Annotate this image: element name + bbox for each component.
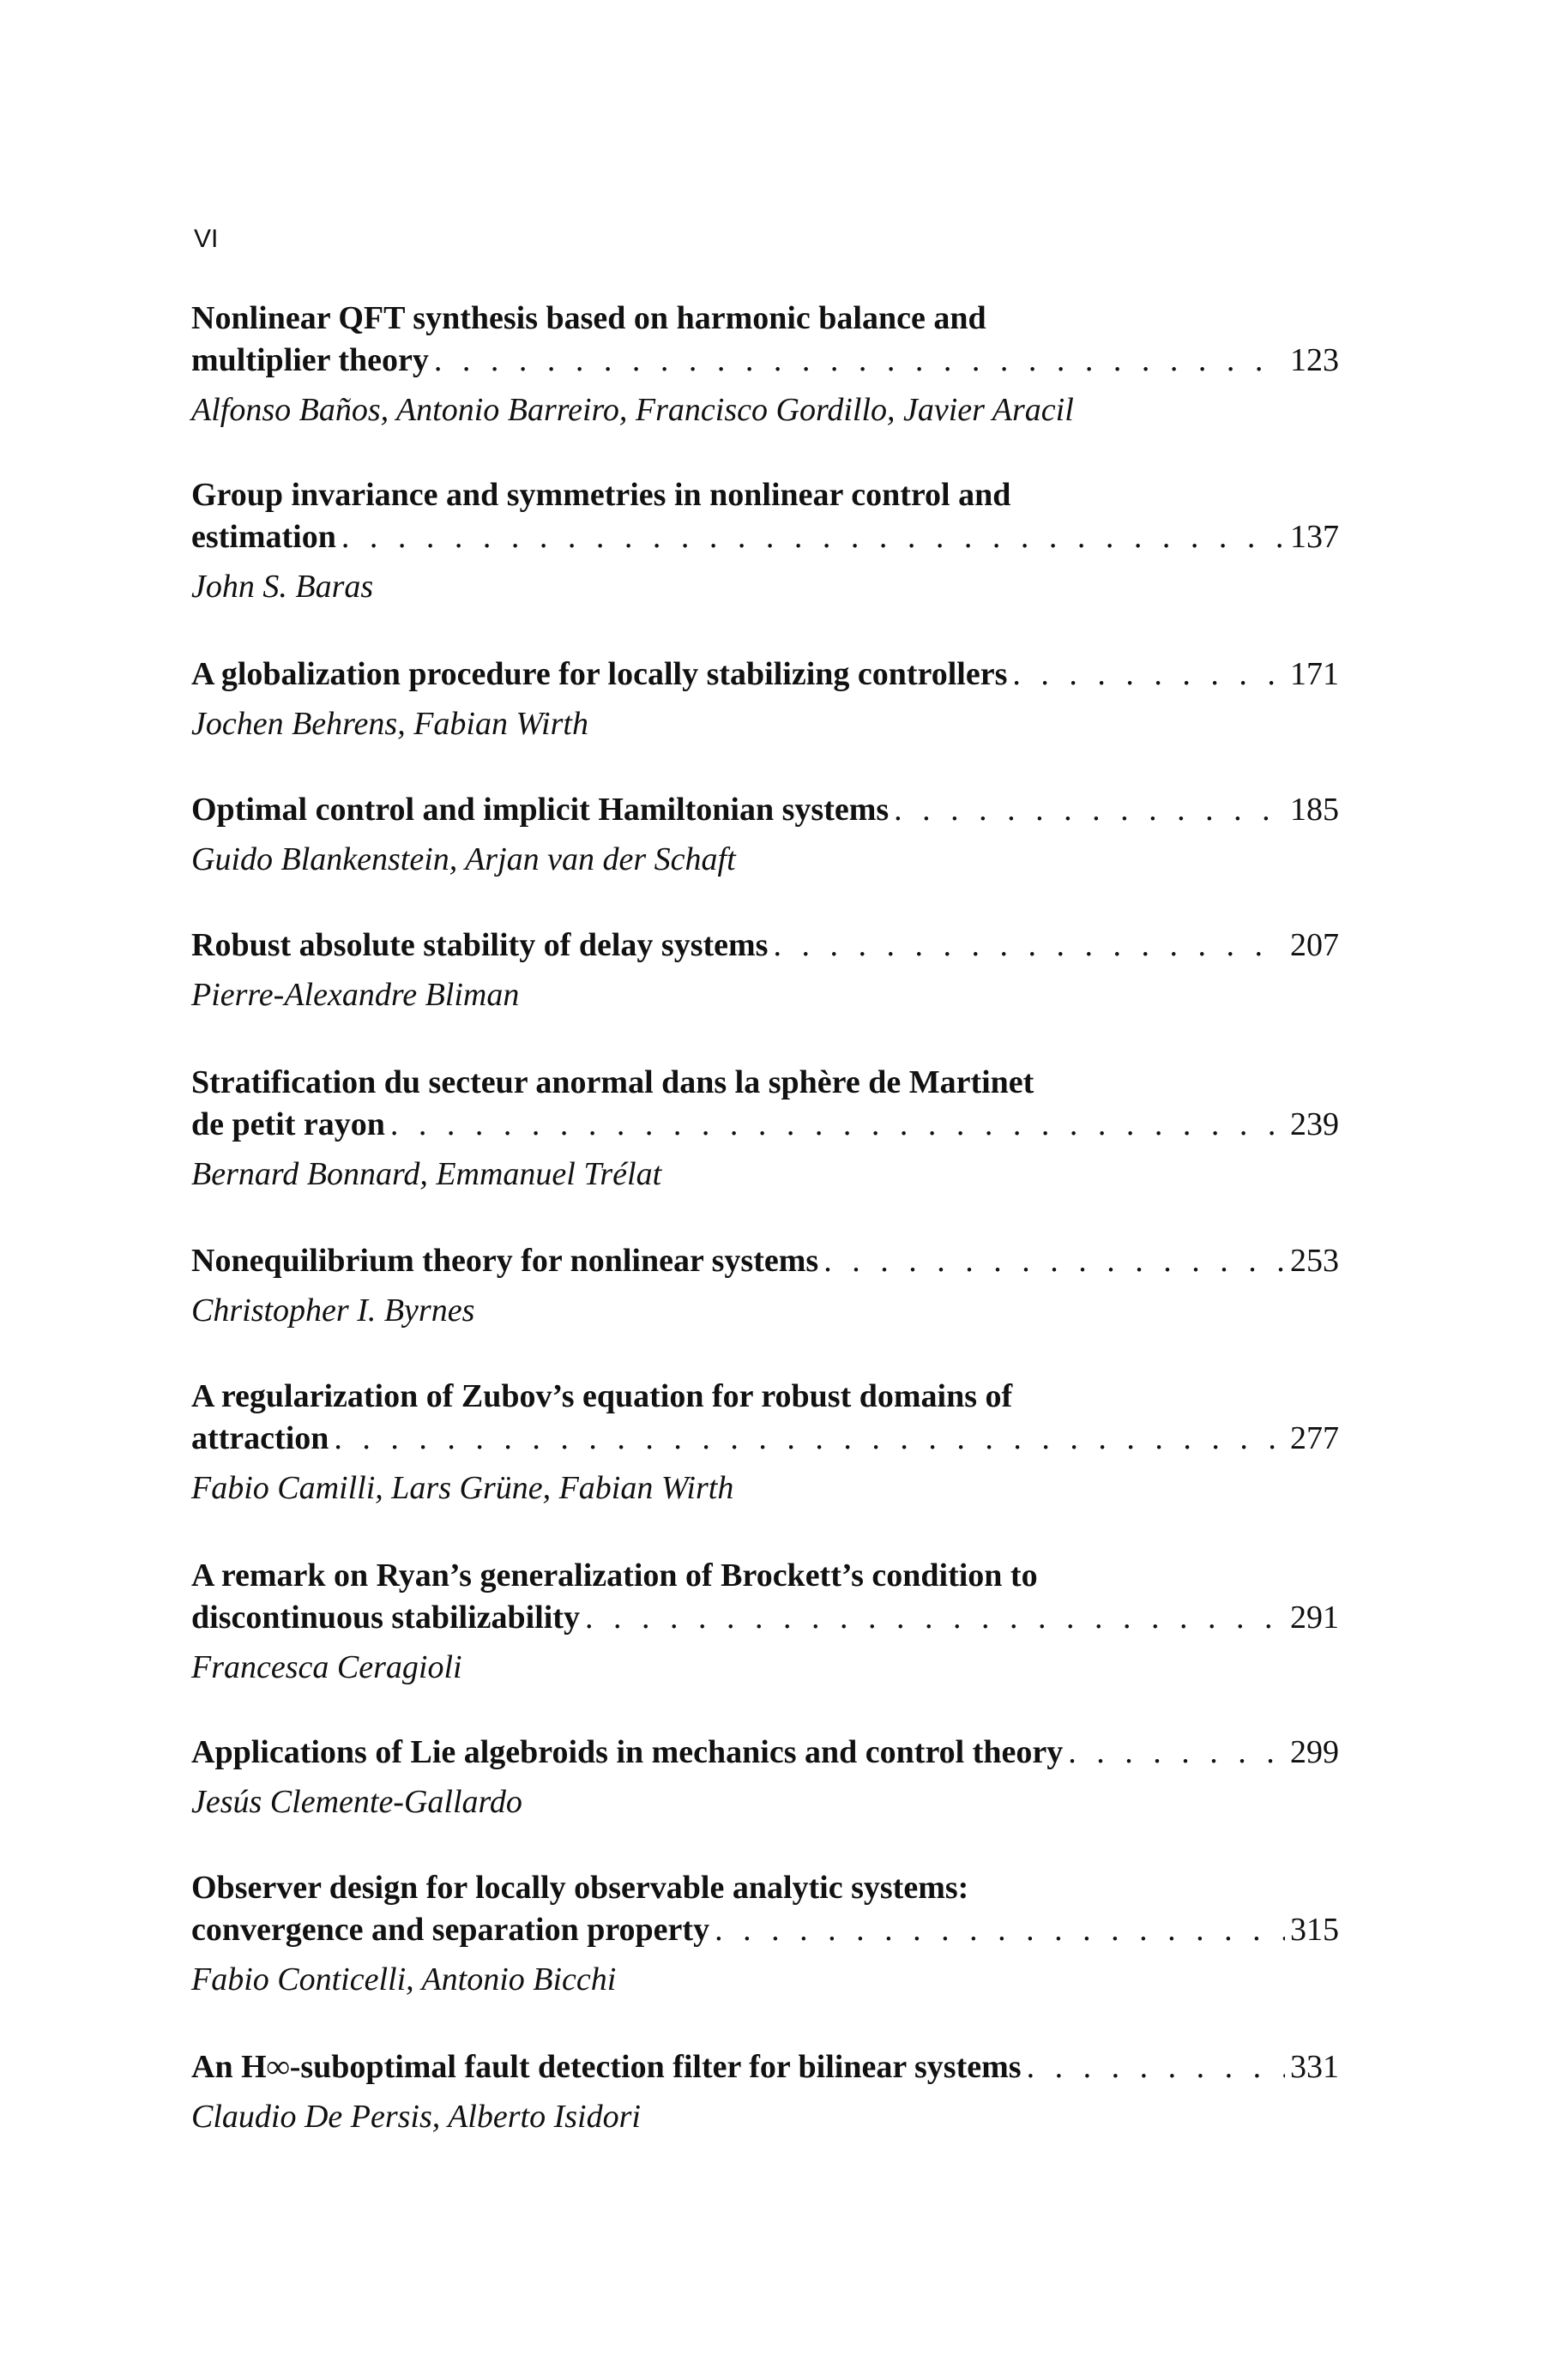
toc-entry [191, 925, 1339, 1016]
entry-title-text: A globalization procedure for locally stabilizing controllers [191, 656, 1008, 692]
toc-entry [191, 298, 1339, 431]
dot-leader [434, 340, 1285, 382]
toc-entry [191, 1376, 1339, 1509]
entry-authors: Claudio De Persis, Alberto Isidori [191, 2099, 641, 2135]
entry-title-line: Stratification du secteur anormal dans la sphère de Martinet [191, 1064, 1034, 1100]
page-number: 291 [1290, 1600, 1339, 1636]
entry-title-text: An H∞-suboptimal fault detection filter for bilinear systems [191, 2049, 1022, 2085]
page-number: 239 [1290, 1106, 1339, 1142]
entry-authors: Jesús Clemente-Gallardo [191, 1784, 522, 1820]
entry-authors: Fabio Conticelli, Antonio Bicchi [191, 1961, 617, 1997]
entry-title-text: convergence and separation property [191, 1912, 710, 1948]
page-number: 277 [1290, 1420, 1339, 1456]
entry-title-line: Observer design for locally observable analytic systems: [191, 1870, 969, 1906]
toc-entry [191, 474, 1339, 608]
entry-authors: Alfonso Baños, Antonio Barreiro, Francisco Gordillo, Javier Aracil [191, 392, 1074, 428]
entry-authors: John S. Baras [191, 569, 374, 605]
entry-title-line [191, 1104, 1339, 1146]
toc-entry [191, 1062, 1339, 1196]
toc-entry [191, 789, 1339, 881]
entry-title-line [191, 2046, 1339, 2088]
page-number: 123 [1290, 342, 1339, 378]
toc-entry [191, 1555, 1339, 1689]
toc-entry [191, 1867, 1339, 2001]
entry-title-text: discontinuous stabilizability [191, 1600, 580, 1636]
page-number: 253 [1290, 1243, 1339, 1279]
entry-title-line: A remark on Ryan’s generalization of Brockett’s condition to [191, 1558, 1038, 1594]
entry-title-text: Optimal control and implicit Hamiltonian systems [191, 792, 890, 828]
page-number: 171 [1290, 656, 1339, 692]
page-number: 299 [1290, 1734, 1339, 1770]
dot-leader [390, 1104, 1285, 1146]
entry-title-text: estimation [191, 519, 336, 555]
entry-title-line [191, 340, 1339, 382]
page-number: 207 [1290, 927, 1339, 963]
entry-title-line [191, 516, 1339, 558]
dot-leader [334, 1418, 1285, 1460]
entry-title-line [191, 1909, 1339, 1951]
entry-title-line [191, 1732, 1339, 1774]
toc-entry [191, 1732, 1339, 1823]
dot-leader [1068, 1732, 1285, 1774]
page-number: 315 [1290, 1912, 1339, 1948]
dot-leader [1012, 654, 1285, 696]
entry-title-line [191, 1240, 1339, 1282]
dot-leader [715, 1909, 1285, 1951]
toc-entry [191, 654, 1339, 745]
entry-title-text: Robust absolute stability of delay systems [191, 927, 769, 963]
page-folio: VI [194, 225, 219, 253]
entry-title-line [191, 1418, 1339, 1460]
page-number: 331 [1290, 2049, 1339, 2085]
entry-title-line: Nonlinear QFT synthesis based on harmonic balance and [191, 300, 986, 336]
toc-entry [191, 1240, 1339, 1332]
entry-title-text: de petit rayon [191, 1106, 385, 1142]
toc-entry [191, 2046, 1339, 2138]
entry-authors: Pierre-Alexandre Bliman [191, 977, 520, 1013]
dot-leader [823, 1240, 1285, 1282]
dot-leader [341, 516, 1285, 558]
entry-title-text: Nonequilibrium theory for nonlinear systems [191, 1243, 819, 1279]
entry-authors: Francesca Ceragioli [191, 1649, 462, 1685]
entry-title-text: attraction [191, 1420, 329, 1456]
entry-title-text: Applications of Lie algebroids in mechanics and control theory [191, 1734, 1064, 1770]
dot-leader [773, 925, 1285, 967]
dot-leader [1027, 2046, 1285, 2088]
entry-authors: Fabio Camilli, Lars Grüne, Fabian Wirth [191, 1470, 734, 1506]
entry-title-line [191, 1597, 1339, 1639]
entry-authors: Jochen Behrens, Fabian Wirth [191, 706, 588, 742]
entry-title-line [191, 789, 1339, 831]
entry-title-text: multiplier theory [191, 342, 429, 378]
entry-title-line: Group invariance and symmetries in nonlinear control and [191, 477, 1011, 513]
dot-leader [585, 1597, 1285, 1639]
page-number: 185 [1290, 792, 1339, 828]
entry-title-line [191, 654, 1339, 696]
page-number: 137 [1290, 519, 1339, 555]
entry-authors: Bernard Bonnard, Emmanuel Trélat [191, 1156, 662, 1192]
entry-authors: Guido Blankenstein, Arjan van der Schaft [191, 841, 736, 877]
entry-title-line: A regularization of Zubov’s equation for robust domains of [191, 1378, 1013, 1414]
entry-title-line [191, 925, 1339, 967]
dot-leader [894, 789, 1285, 831]
entry-authors: Christopher I. Byrnes [191, 1292, 475, 1329]
